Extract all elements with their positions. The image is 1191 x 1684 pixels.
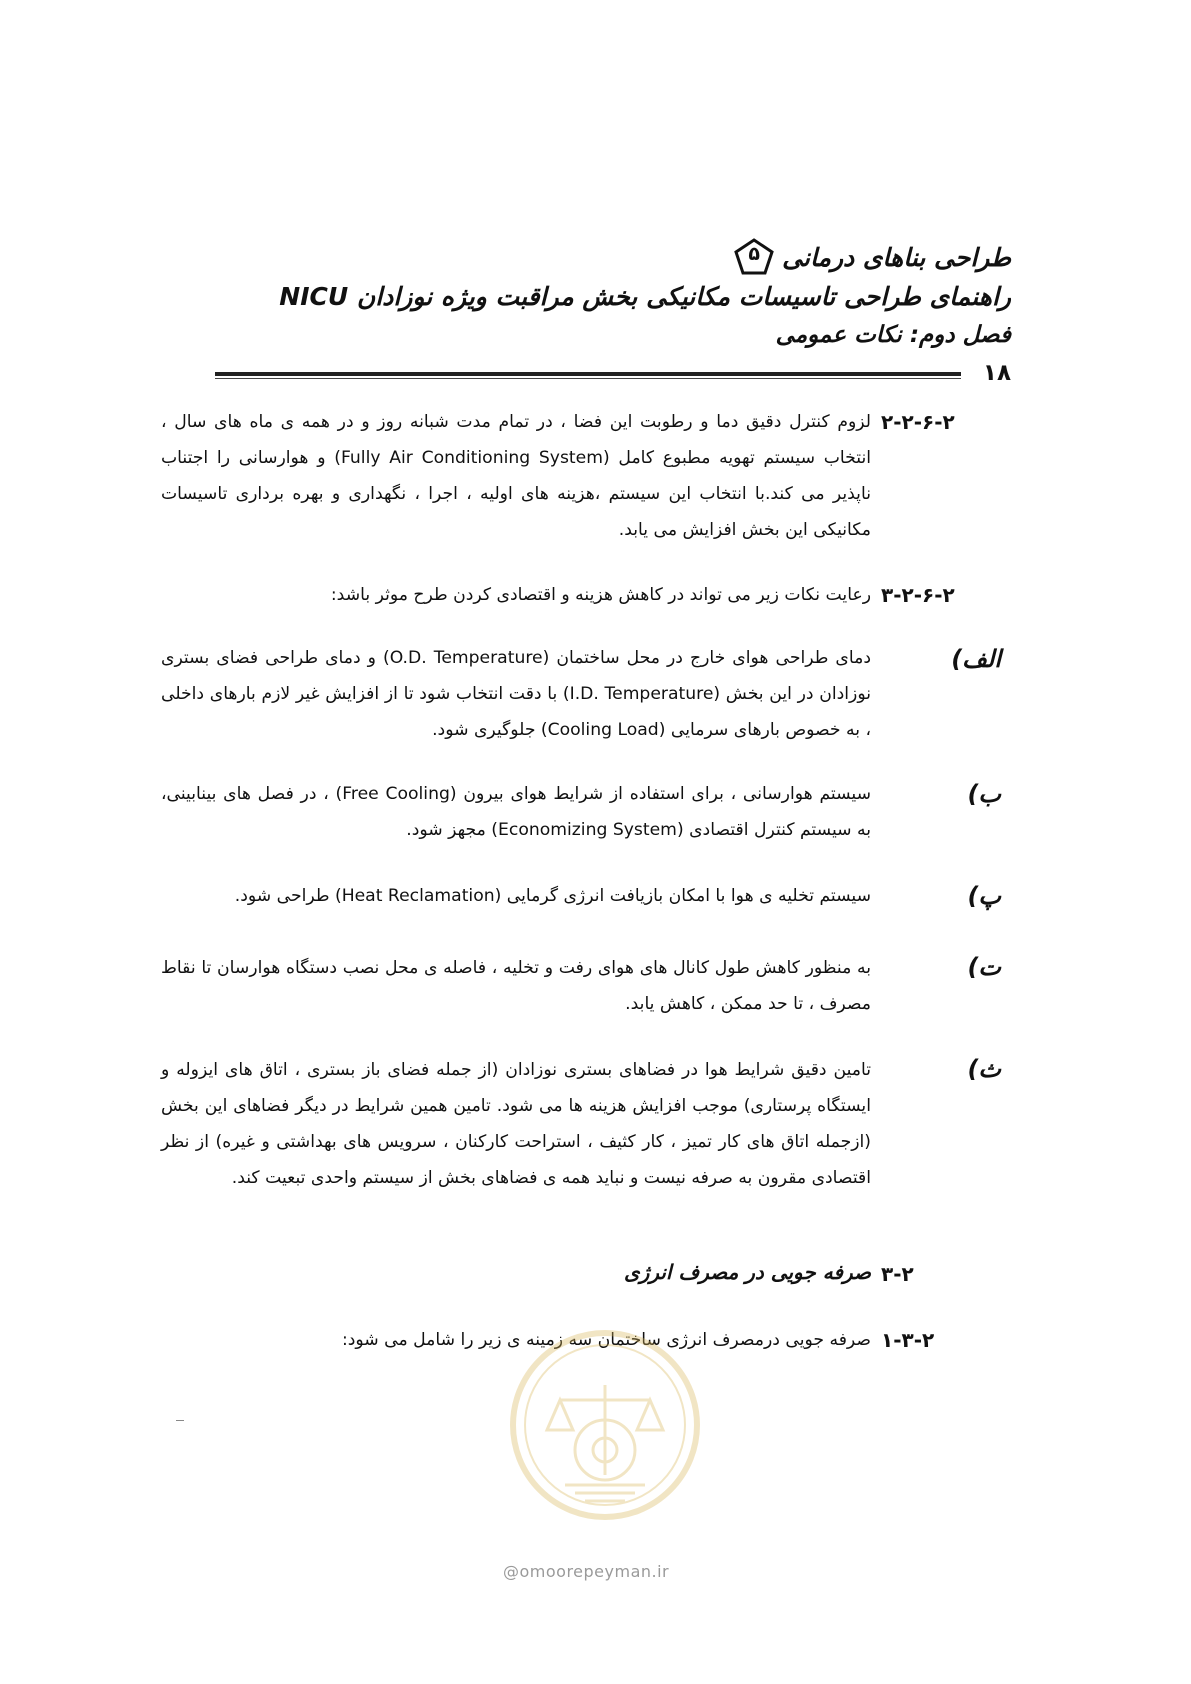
section-number: ۲-۲-۶-۲ <box>881 410 955 434</box>
section-number: ۱-۳-۲ <box>881 1328 935 1352</box>
item-label: ب) <box>967 780 1001 808</box>
item-label: پ) <box>967 882 1001 910</box>
book-title <box>734 238 1011 276</box>
section-heading: صرفه جویی در مصرف انرژی <box>624 1260 871 1284</box>
section-paragraph: صرفه جویی درمصرف انرژی ساختمان سه زمینه ی زیر را شامل می شود: <box>341 1330 871 1350</box>
item-label: الف) <box>951 645 1001 673</box>
item-label: ت) <box>967 953 1001 981</box>
item-paragraph: تامین دقیق شرایط هوا در فضاهای بستری نوزادان (از جمله فضای باز بستری ، اتاق های ایزوله و ایستگاه پرستاری) موجب افزایش هزینه ها می شود. تامین همین شرایط در دیگر فضاهای این بخش (ازجمله اتاق های کار تمیز ، کار کثیف ، استراحت کارکنان ، سرویس های بهداشتی و غیره) از نظر اقتصادی مقرون به صرفه نیست و نباید همه ی فضاهای بخش از سیستم واحدی تبعیت کند. <box>161 1060 871 1188</box>
series-number: ۵ <box>748 243 760 265</box>
watermark-url <box>503 1562 669 1581</box>
chapter-title: فصل دوم: نکات عمومی <box>775 322 1011 348</box>
header-rule-thin <box>215 378 961 379</box>
page-number: ۱۸ <box>982 360 1011 386</box>
at-icon: @ <box>503 1562 520 1581</box>
section-paragraph: رعایت نکات زیر می تواند در کاهش هزینه و اقتصادی کردن طرح موثر باشد: <box>330 585 871 605</box>
section-number: ۳-۲-۶-۲ <box>881 583 955 607</box>
margin-mark <box>176 1420 184 1421</box>
section-number: ۳-۲ <box>881 1262 914 1286</box>
section-paragraph: لزوم کنترل دقیق دما و رطوبت این فضا ، در تمام مدت شبانه روز و در همه ی ماه های سال ، انتخاب سیستم تهویه مطبوع کامل (Fully Air Conditioning System) و هوارسانی را اجتناب ناپذیر می کند.با انتخاب این سیستم ،هزینه های اولیه ، اجرا ، نگهداری و بهره برداری تاسیسات مکانیکی این بخش افزایش می یابد. <box>161 412 871 540</box>
item-paragraph: به منظور کاهش طول کانال های هوای رفت و تخلیه ، فاصله ی محل نصب دستگاه هوارسان تا نقاط مصرف ، تا حد ممکن ، کاهش یابد. <box>161 958 871 1014</box>
item-label: ث) <box>967 1055 1001 1083</box>
item-paragraph: سیستم تخلیه ی هوا با امکان بازیافت انرژی گرمایی (Heat Reclamation) طراحی شود. <box>234 886 871 906</box>
gear-scales-logo-icon <box>505 1325 705 1525</box>
pentagon-number-icon <box>734 238 774 276</box>
item-paragraph: دمای طراحی هوای خارج در محل ساختمان (O.D. Temperature) و دمای طراحی فضای بستری نوزادان در این بخش (I.D. Temperature) با دقت انتخاب شود تا از افزایش غیر لازم بارهای داخلی ، به خصوص بارهای سرمایی (Cooling Load) جلوگیری شود. <box>161 648 871 740</box>
watermark-url-text: omoorepeyman.ir <box>519 1562 670 1581</box>
item-paragraph: سیستم هوارسانی ، برای استفاده از شرایط هوای بیرون (Free Cooling) ، در فصل های بینابینی، به سیستم کنترل اقتصادی (Economizing System) مجهز شود. <box>161 784 871 840</box>
book-title-text: طراحی بناهای درمانی <box>782 242 1011 272</box>
guide-title: راهنمای طراحی تاسیسات مکانیکی بخش مراقبت ویژه نوزادان NICU <box>279 282 1011 311</box>
header-rule <box>215 372 961 376</box>
